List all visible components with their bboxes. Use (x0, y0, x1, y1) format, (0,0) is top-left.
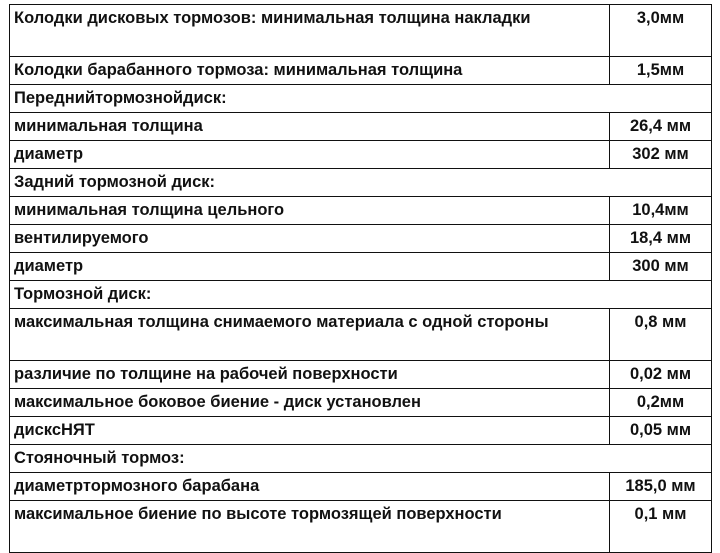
row-label: вентилируемого (10, 225, 610, 253)
table-row (10, 253, 712, 281)
empty-cell (610, 85, 712, 113)
empty-cell (610, 281, 712, 309)
row-value: 0,1 мм (610, 501, 712, 553)
section-label: Задний тормозной диск: (10, 169, 610, 197)
table-row (10, 361, 712, 389)
table-row (10, 473, 712, 501)
row-label: максимальное боковое биение - диск установлен (10, 389, 610, 417)
row-label: диаметр (10, 141, 610, 169)
row-value: 0,05 мм (610, 417, 712, 445)
spec-sheet (9, 4, 711, 553)
section-label: Тормозной диск: (10, 281, 610, 309)
row-label: дисксНЯТ (10, 417, 610, 445)
row-value: 0,2мм (610, 389, 712, 417)
row-value: 302 мм (610, 141, 712, 169)
row-label: максимальная толщина снимаемого материала с одной стороны (10, 309, 610, 361)
table-row (10, 113, 712, 141)
table-row (10, 57, 712, 85)
row-value: 26,4 мм (610, 113, 712, 141)
empty-cell (610, 169, 712, 197)
row-label: минимальная толщина (10, 113, 610, 141)
table-row (10, 5, 712, 57)
row-value: 18,4 мм (610, 225, 712, 253)
section-header-row (10, 169, 712, 197)
row-value: 185,0 мм (610, 473, 712, 501)
section-label: Переднийтормознойдиск: (10, 85, 610, 113)
table-row (10, 389, 712, 417)
row-value: 1,5мм (610, 57, 712, 85)
table-row (10, 309, 712, 361)
section-header-row (10, 85, 712, 113)
row-value: 300 мм (610, 253, 712, 281)
table-row (10, 141, 712, 169)
table-row (10, 225, 712, 253)
row-label: Колодки дисковых тормозов: минимальная толщина накладки (10, 5, 610, 57)
row-value: 0,02 мм (610, 361, 712, 389)
brake-spec-table (9, 4, 712, 553)
table-row (10, 417, 712, 445)
section-header-row (10, 281, 712, 309)
row-value: 3,0мм (610, 5, 712, 57)
row-value: 0,8 мм (610, 309, 712, 361)
row-value: 10,4мм (610, 197, 712, 225)
section-header-row (10, 445, 712, 473)
row-label: диаметртормозного барабана (10, 473, 610, 501)
row-label: минимальная толщина цельного (10, 197, 610, 225)
row-label: максимальное биение по высоте тормозящей поверхности (10, 501, 610, 553)
table-row (10, 501, 712, 553)
empty-cell (610, 445, 712, 473)
row-label: диаметр (10, 253, 610, 281)
section-label: Стояночный тормоз: (10, 445, 610, 473)
row-label: Колодки барабанного тормоза: минимальная толщина (10, 57, 610, 85)
table-row (10, 197, 712, 225)
row-label: различие по толщине на рабочей поверхности (10, 361, 610, 389)
